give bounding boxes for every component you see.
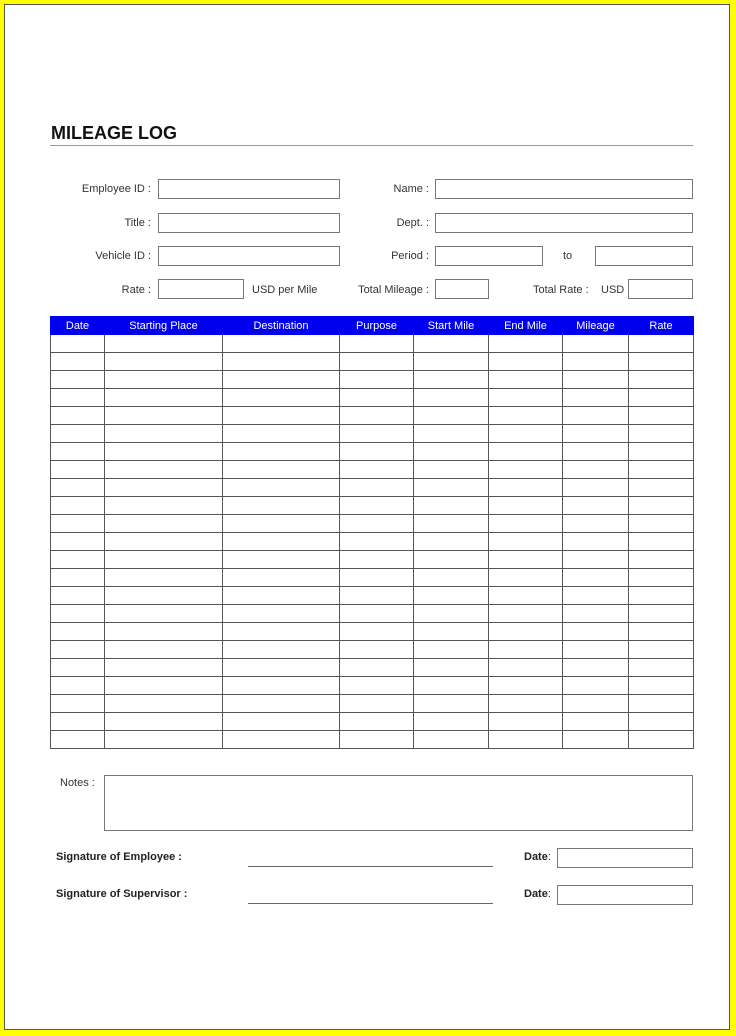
mileage-log-page [4,4,730,1030]
total-mileage-field[interactable] [435,279,489,299]
table-cell[interactable] [414,641,489,659]
supervisor-signature-line[interactable] [248,903,493,904]
table-cell[interactable] [340,641,414,659]
table-cell[interactable] [223,353,340,371]
notes-label: Notes : [60,777,95,789]
table-cell[interactable] [223,623,340,641]
table-row [51,515,694,533]
table-cell[interactable] [51,371,105,389]
table-cell[interactable] [563,569,629,587]
title-label: Title : [124,217,151,229]
table-row [51,389,694,407]
table-cell[interactable] [105,641,223,659]
period-to-field[interactable] [595,246,693,266]
table-cell[interactable] [563,713,629,731]
table-cell[interactable] [489,605,563,623]
table-row [51,695,694,713]
table-cell[interactable] [105,731,223,749]
table-cell[interactable] [489,641,563,659]
table-cell[interactable] [223,605,340,623]
table-cell[interactable] [414,515,489,533]
table-cell[interactable] [563,443,629,461]
employee-id-label: Employee ID : [81,183,151,195]
table-cell[interactable] [105,713,223,731]
table-cell[interactable] [414,353,489,371]
table-cell[interactable] [563,605,629,623]
table-cell[interactable] [340,353,414,371]
table-row [51,371,694,389]
table-cell[interactable] [105,677,223,695]
table-cell[interactable] [340,569,414,587]
table-cell[interactable] [414,479,489,497]
table-cell[interactable] [563,353,629,371]
supervisor-date-field[interactable] [557,885,693,905]
table-cell[interactable] [105,389,223,407]
table-cell[interactable] [51,587,105,605]
table-cell[interactable] [629,731,694,749]
table-row [51,497,694,515]
table-row [51,335,694,353]
table-cell[interactable] [51,695,105,713]
table-cell[interactable] [629,353,694,371]
table-cell[interactable] [223,641,340,659]
table-row [51,605,694,623]
table-cell[interactable] [340,497,414,515]
table-cell[interactable] [489,623,563,641]
table-cell[interactable] [340,605,414,623]
column-header-purpose: Purpose [340,317,414,335]
table-row [51,659,694,677]
table-cell[interactable] [340,479,414,497]
table-cell[interactable] [340,551,414,569]
table-cell[interactable] [340,695,414,713]
dept-field[interactable] [435,213,693,233]
vehicle-id-field[interactable] [158,246,340,266]
table-cell[interactable] [51,641,105,659]
table-cell[interactable] [629,623,694,641]
name-field[interactable] [435,179,693,199]
employee-date-field[interactable] [557,848,693,868]
usd-label: USD [601,284,625,296]
table-row [51,407,694,425]
table-cell[interactable] [629,641,694,659]
column-header-destination: Destination [223,317,340,335]
table-cell[interactable] [340,731,414,749]
table-row [51,731,694,749]
employee-date-label: Date: [524,851,551,863]
column-header-mileage: Mileage [563,317,629,335]
table-cell[interactable] [105,443,223,461]
table-cell[interactable] [629,335,694,353]
table-cell[interactable] [51,551,105,569]
table-cell[interactable] [563,479,629,497]
table-cell[interactable] [563,731,629,749]
table-cell[interactable] [629,533,694,551]
table-cell[interactable] [340,677,414,695]
table-cell[interactable] [414,407,489,425]
table-cell[interactable] [105,353,223,371]
table-cell[interactable] [414,443,489,461]
table-cell[interactable] [340,515,414,533]
table-cell[interactable] [489,677,563,695]
table-cell[interactable] [489,479,563,497]
table-cell[interactable] [223,677,340,695]
column-header-rate: Rate [629,317,694,335]
table-cell[interactable] [340,443,414,461]
total-mileage-label: Total Mileage : [358,284,429,296]
table-cell[interactable] [105,533,223,551]
table-cell[interactable] [563,335,629,353]
table-header-row [51,317,694,335]
table-cell[interactable] [563,695,629,713]
table-cell[interactable] [414,677,489,695]
table-cell[interactable] [223,443,340,461]
table-row [51,479,694,497]
table-cell[interactable] [105,335,223,353]
table-cell[interactable] [489,533,563,551]
table-cell[interactable] [414,605,489,623]
table-cell[interactable] [223,425,340,443]
table-cell[interactable] [489,425,563,443]
table-cell[interactable] [414,497,489,515]
table-cell[interactable] [563,515,629,533]
table-cell[interactable] [51,353,105,371]
table-cell[interactable] [223,371,340,389]
table-cell[interactable] [105,371,223,389]
table-cell[interactable] [563,587,629,605]
table-cell[interactable] [223,569,340,587]
table-cell[interactable] [105,425,223,443]
usd-per-mile-label: USD per Mile [252,284,318,296]
title-divider [50,145,693,146]
table-cell[interactable] [105,479,223,497]
table-cell[interactable] [414,389,489,407]
table-cell[interactable] [414,659,489,677]
table-cell[interactable] [51,659,105,677]
table-cell[interactable] [51,425,105,443]
table-row [51,425,694,443]
table-cell[interactable] [51,479,105,497]
table-cell[interactable] [51,443,105,461]
employee-signature-line[interactable] [248,866,493,867]
table-cell[interactable] [340,335,414,353]
table-cell[interactable] [223,389,340,407]
table-cell[interactable] [563,551,629,569]
table-cell[interactable] [563,371,629,389]
table-cell[interactable] [414,551,489,569]
table-cell[interactable] [563,641,629,659]
table-cell[interactable] [51,623,105,641]
table-cell[interactable] [563,677,629,695]
table-cell[interactable] [105,497,223,515]
employee-id-field[interactable] [158,179,340,199]
column-header-date: Date [51,317,105,335]
supervisor-signature-label: Signature of Supervisor : [56,888,188,900]
table-cell[interactable] [629,677,694,695]
table-cell[interactable] [489,497,563,515]
table-cell[interactable] [223,407,340,425]
table-cell[interactable] [414,713,489,731]
table-cell[interactable] [563,425,629,443]
table-cell[interactable] [629,389,694,407]
table-cell[interactable] [629,695,694,713]
table-cell[interactable] [105,605,223,623]
table-cell[interactable] [629,497,694,515]
column-header-starting-place: Starting Place [105,317,223,335]
table-cell[interactable] [105,623,223,641]
table-cell[interactable] [340,587,414,605]
table-cell[interactable] [340,461,414,479]
table-cell[interactable] [340,533,414,551]
table-cell[interactable] [340,713,414,731]
table-cell[interactable] [105,407,223,425]
table-cell[interactable] [340,407,414,425]
table-cell[interactable] [223,713,340,731]
table-cell[interactable] [51,389,105,407]
table-cell[interactable] [414,533,489,551]
table-cell[interactable] [489,515,563,533]
table-cell[interactable] [51,533,105,551]
table-row [51,713,694,731]
employee-signature-label: Signature of Employee : [56,851,182,863]
notes-field[interactable] [104,775,693,831]
table-cell[interactable] [629,605,694,623]
table-cell[interactable] [629,587,694,605]
table-cell[interactable] [563,533,629,551]
table-cell[interactable] [414,731,489,749]
table-cell[interactable] [223,497,340,515]
table-cell[interactable] [629,713,694,731]
table-row [51,551,694,569]
column-header-end-mile: End Mile [489,317,563,335]
table-cell[interactable] [223,587,340,605]
table-cell[interactable] [563,623,629,641]
table-row [51,623,694,641]
table-row [51,641,694,659]
table-cell[interactable] [105,695,223,713]
rate-label: Rate : [121,284,151,296]
table-cell[interactable] [51,497,105,515]
table-cell[interactable] [340,389,414,407]
table-cell[interactable] [489,731,563,749]
table-cell[interactable] [223,731,340,749]
table-cell[interactable] [51,335,105,353]
table-cell[interactable] [489,695,563,713]
table-cell[interactable] [51,713,105,731]
table-cell[interactable] [105,659,223,677]
table-cell[interactable] [340,623,414,641]
table-cell[interactable] [223,695,340,713]
table-cell[interactable] [489,713,563,731]
table-cell[interactable] [414,335,489,353]
table-cell[interactable] [563,497,629,515]
table-cell[interactable] [51,515,105,533]
table-cell[interactable] [629,479,694,497]
table-cell[interactable] [629,461,694,479]
table-cell[interactable] [223,515,340,533]
table-cell[interactable] [629,515,694,533]
table-cell[interactable] [223,461,340,479]
table-row [51,533,694,551]
table-cell[interactable] [489,335,563,353]
dept-label: Dept. : [396,217,429,229]
table-cell[interactable] [563,659,629,677]
table-cell[interactable] [414,461,489,479]
table-cell[interactable] [563,389,629,407]
period-from-field[interactable] [435,246,543,266]
table-cell[interactable] [414,569,489,587]
table-cell[interactable] [105,461,223,479]
table-cell[interactable] [489,461,563,479]
table-row [51,461,694,479]
rate-field[interactable] [158,279,244,299]
table-cell[interactable] [51,407,105,425]
table-cell[interactable] [489,569,563,587]
table-cell[interactable] [563,407,629,425]
table-cell[interactable] [489,389,563,407]
table-cell[interactable] [629,407,694,425]
table-cell[interactable] [340,371,414,389]
mileage-log-table [50,316,694,749]
table-cell[interactable] [51,461,105,479]
title-field[interactable] [158,213,340,233]
table-row [51,587,694,605]
table-cell[interactable] [629,443,694,461]
table-cell[interactable] [223,335,340,353]
total-rate-field[interactable] [628,279,693,299]
period-label: Period : [391,250,429,262]
page-title: MILEAGE LOG [51,123,177,143]
table-cell[interactable] [414,695,489,713]
table-cell[interactable] [340,425,414,443]
table-cell[interactable] [629,425,694,443]
table-cell[interactable] [51,569,105,587]
table-cell[interactable] [629,569,694,587]
table-cell[interactable] [414,371,489,389]
name-label: Name : [393,183,429,195]
table-cell[interactable] [223,479,340,497]
table-row [51,677,694,695]
period-to-label: to [563,250,573,262]
table-cell[interactable] [105,515,223,533]
table-cell[interactable] [489,551,563,569]
table-cell[interactable] [51,677,105,695]
table-row [51,443,694,461]
table-cell[interactable] [105,587,223,605]
table-cell[interactable] [563,461,629,479]
table-cell[interactable] [489,371,563,389]
table-cell[interactable] [629,551,694,569]
total-rate-label: Total Rate : [533,284,589,296]
table-cell[interactable] [340,659,414,677]
table-cell[interactable] [105,569,223,587]
table-cell[interactable] [51,605,105,623]
table-cell[interactable] [629,659,694,677]
table-cell[interactable] [414,587,489,605]
table-cell[interactable] [51,731,105,749]
table-cell[interactable] [489,659,563,677]
table-cell[interactable] [223,551,340,569]
table-cell[interactable] [414,623,489,641]
table-cell[interactable] [414,425,489,443]
table-cell[interactable] [223,659,340,677]
table-cell[interactable] [223,533,340,551]
table-cell[interactable] [629,371,694,389]
table-row [51,569,694,587]
table-cell[interactable] [489,587,563,605]
table-cell[interactable] [489,443,563,461]
table-cell[interactable] [489,353,563,371]
column-header-start-mile: Start Mile [414,317,489,335]
table-row [51,353,694,371]
vehicle-id-label: Vehicle ID : [95,250,151,262]
table-cell[interactable] [489,407,563,425]
table-cell[interactable] [105,551,223,569]
supervisor-date-label: Date: [524,888,551,900]
